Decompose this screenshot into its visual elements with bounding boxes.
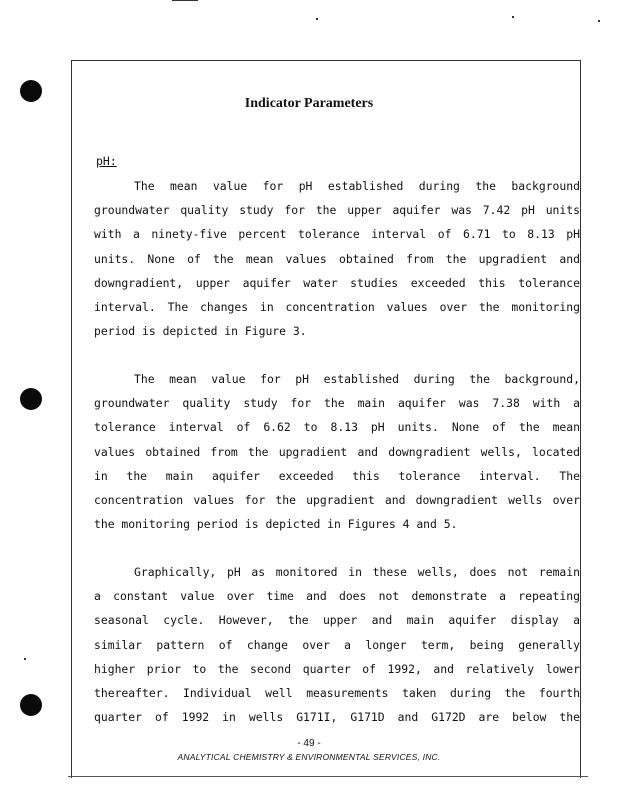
company-footer: ANALYTICAL CHEMISTRY & ENVIRONMENTAL SERVICES, INC. xyxy=(177,752,441,762)
text-line: groundwater quality study for the main aquifer was 7.38 with a xyxy=(94,396,580,411)
paragraph-graphical-trend xyxy=(94,560,580,729)
text-line: thereafter. Individual well measurements taken during the fourth xyxy=(94,685,580,700)
punch-hole-middle xyxy=(20,388,42,410)
scan-speck xyxy=(24,658,26,660)
text-line: with a ninety-five percent tolerance interval of 6.71 to 8.13 pH xyxy=(94,227,580,242)
bottom-rule xyxy=(68,776,588,777)
paragraph-main-aquifer xyxy=(94,367,580,536)
text-line: tolerance interval of 6.62 to 8.13 pH units. None of the mean xyxy=(94,420,580,435)
section-label-ph: pH: xyxy=(96,154,117,168)
text-line: in the main aquifer exceeded this tolerance interval. The xyxy=(94,468,580,483)
text-line: the monitoring period is depicted in Figures 4 and 5. xyxy=(94,517,458,532)
text-line: downgradient, upper aquifer water studies exceeded this tolerance xyxy=(94,275,580,290)
text-line: interval. The changes in concentration values over the monitoring xyxy=(94,299,580,314)
scan-speck xyxy=(512,16,514,18)
scan-speck xyxy=(598,20,600,22)
text-line: quarter of 1992 in wells G171I, G171D and G172D are below the xyxy=(94,710,580,725)
text-line: Graphically, pH as monitored in these wells, does not remain xyxy=(134,565,580,579)
text-line: groundwater quality study for the upper aquifer was 7.42 pH units xyxy=(94,203,580,218)
text-line: seasonal cycle. However, the upper and main aquifer display a xyxy=(94,613,580,628)
text-line: concentration values for the upgradient and downgradient wells over xyxy=(94,492,580,507)
text-line: The mean value for pH established during the background xyxy=(134,179,580,193)
page-title: Indicator Parameters xyxy=(244,96,374,111)
text-line: period is depicted in Figure 3. xyxy=(94,324,307,339)
scan-speck xyxy=(172,0,198,1)
paragraph-upper-aquifer xyxy=(94,174,580,343)
text-line: higher prior to the second quarter of 1992, and relatively lower xyxy=(94,661,580,676)
text-line: The mean value for pH established during the background, xyxy=(134,372,580,386)
punch-hole-bottom xyxy=(20,694,42,716)
text-line: units. None of the mean values obtained from the upgradient and xyxy=(94,251,580,266)
text-line: similar pattern of change over a longer term, being generally xyxy=(94,637,580,652)
page-number: - 49 - xyxy=(297,738,321,749)
text-line: values obtained from the upgradient and downgradient wells, located xyxy=(94,444,580,459)
text-line: a constant value over time and does not demonstrate a repeating xyxy=(94,589,580,604)
scan-speck xyxy=(316,18,318,20)
